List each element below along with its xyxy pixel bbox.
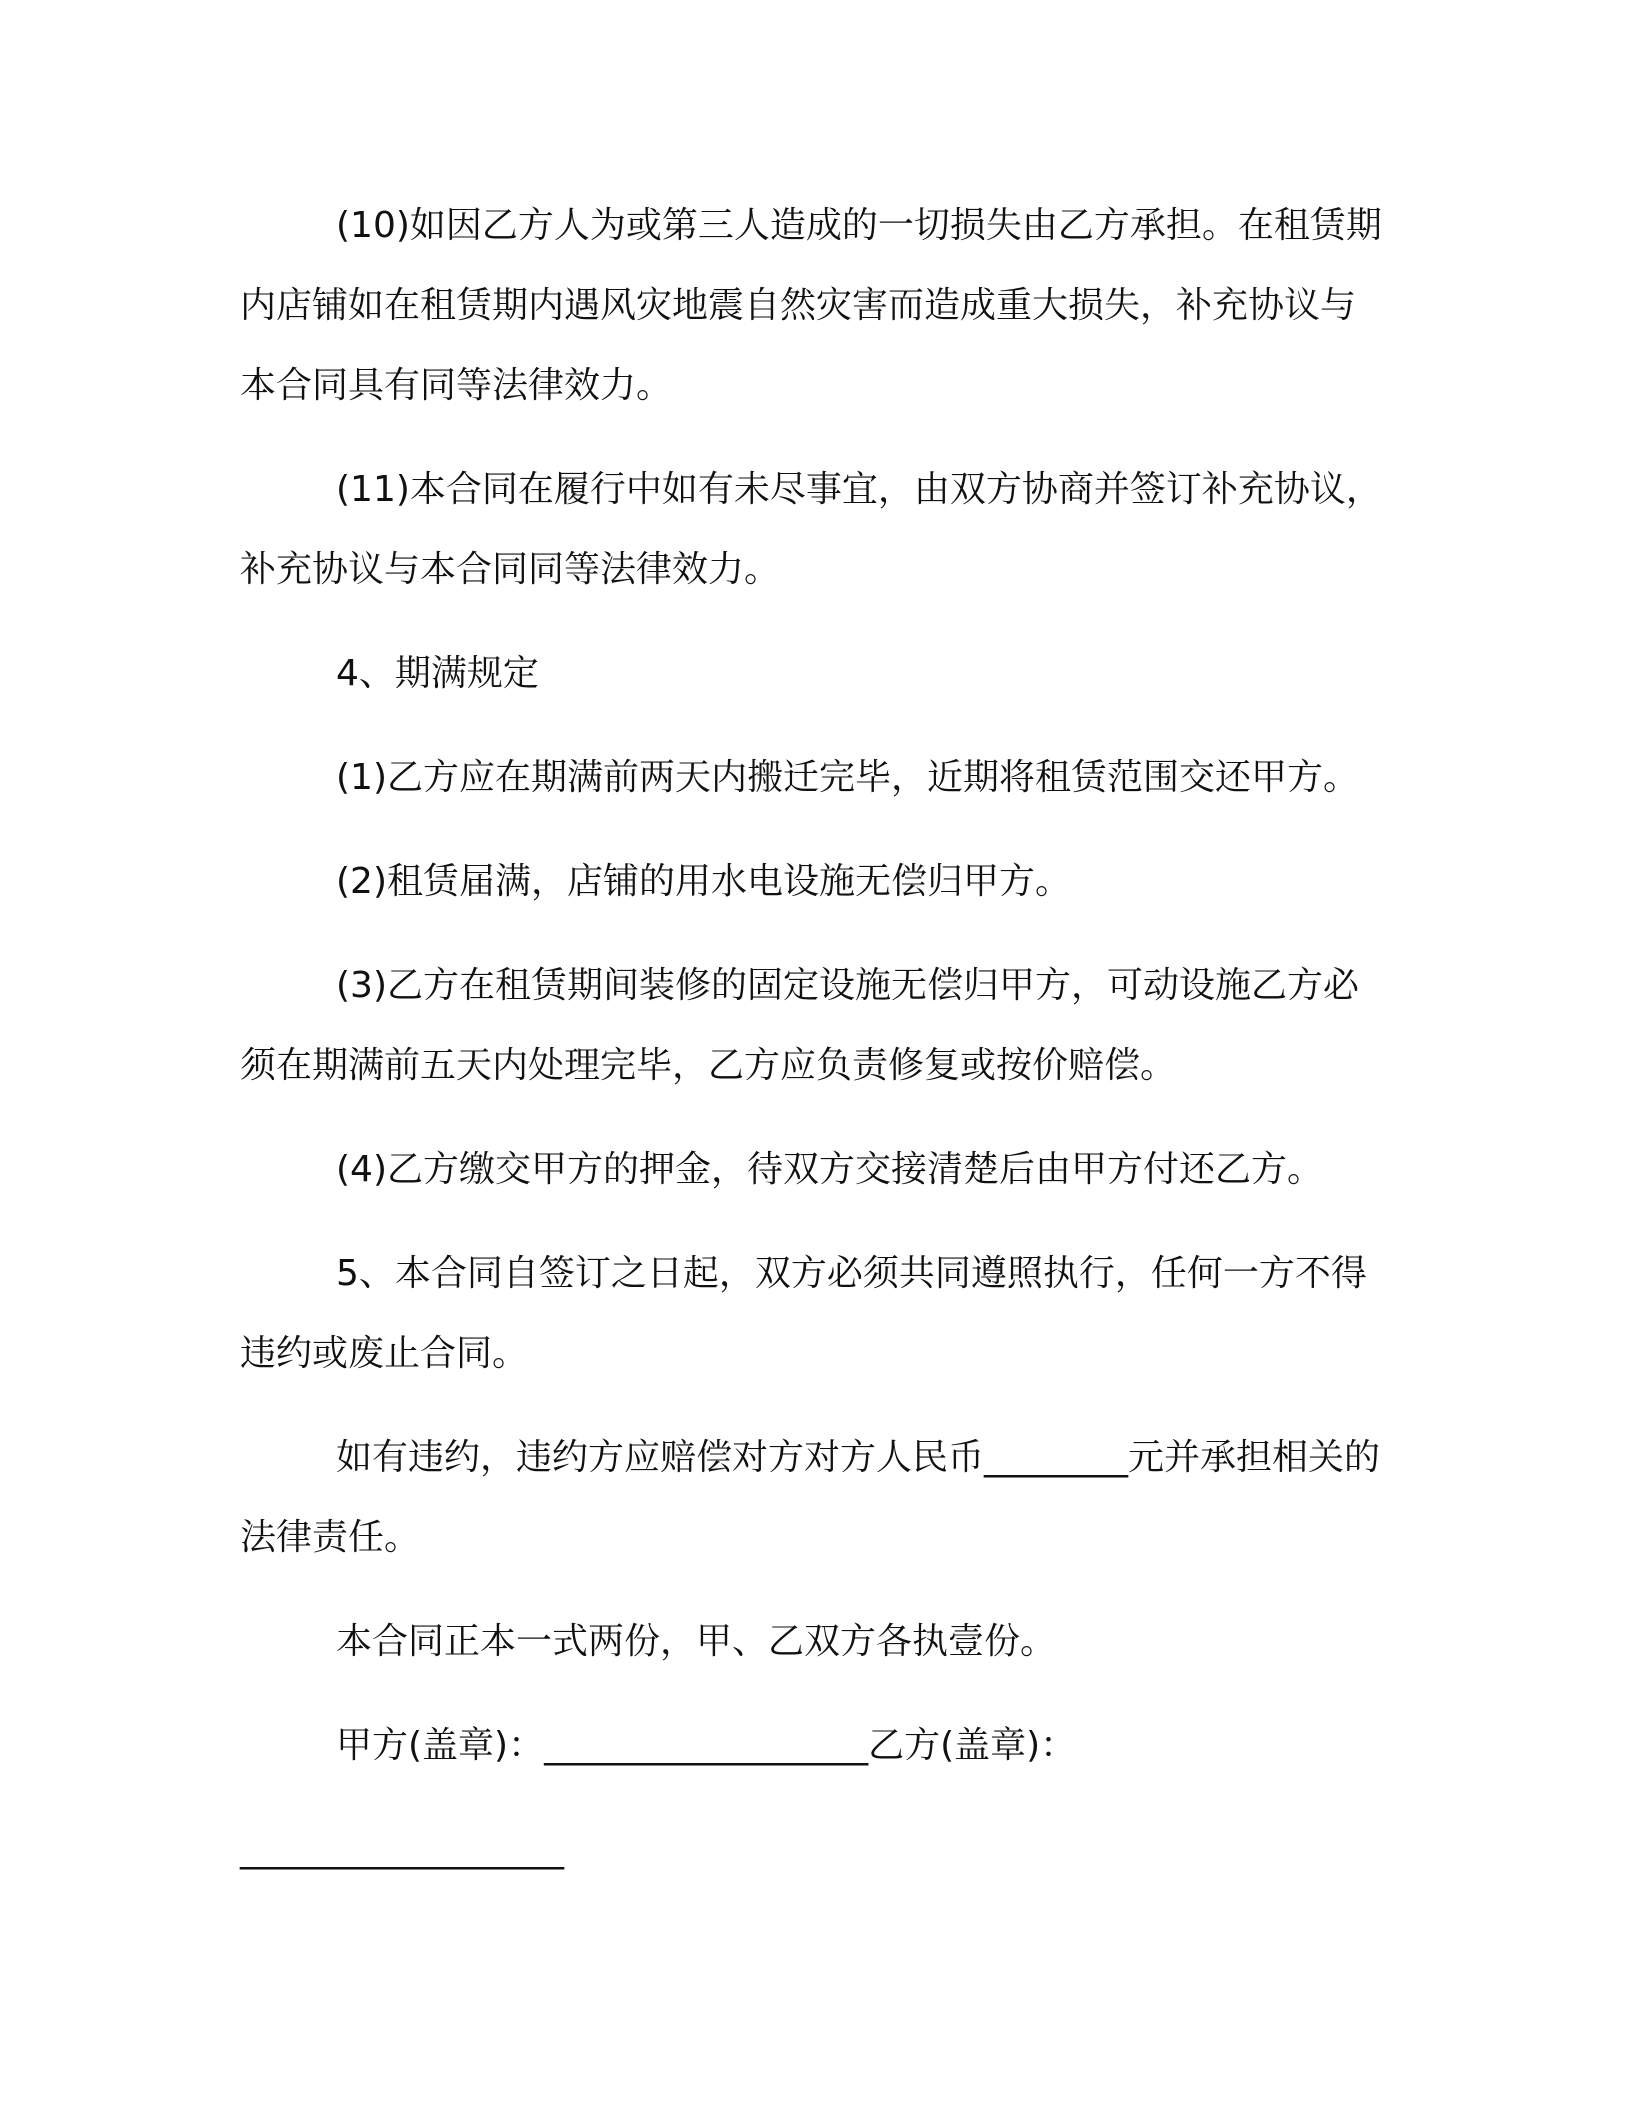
expiry-clause-4: (4)乙方缴交甲方的押金，待双方交接清楚后由甲方付还乙方。	[336, 1149, 1323, 1190]
clause-11: (11)本合同在履行中如有未尽事宜，由双方协商并签订补充协议，补充协议与本合同同等法律效力。	[240, 469, 1382, 590]
section-5: 5、本合同自签订之日起，双方必须共同遵照执行，任何一方不得违约或废止合同。	[240, 1253, 1367, 1374]
expiry-clause-3: (3)乙方在租赁期间装修的固定设施无偿归甲方，可动设施乙方必须在期满前五天内处理完毕，乙方应负责修复或按价赔偿。	[240, 965, 1359, 1086]
expiry-clause-2: (2)租赁届满，店铺的用水电设施无偿归甲方。	[336, 861, 1071, 902]
contract-text	[240, 186, 1390, 1890]
signature-blank-line: __________________	[240, 1829, 564, 1870]
clause-10: (10)如因乙方人为或第三人造成的一切损失由乙方承担。在租赁期内店铺如在租赁期内遇风灾地震自然灾害而造成重大损失，补充协议与本合同具有同等法律效力。	[240, 205, 1382, 406]
signature-line: 甲方(盖章)：__________________乙方(盖章)：	[336, 1725, 1077, 1766]
expiry-clause-1: (1)乙方应在期满前两天内搬迁完毕，近期将租赁范围交还甲方。	[336, 757, 1359, 798]
section-4-heading: 4、期满规定	[336, 653, 539, 694]
copies-clause: 本合同正本一式两份，甲、乙双方各执壹份。	[336, 1621, 1057, 1662]
breach-clause: 如有违约，违约方应赔偿对方对方人民币________元并承担相关的法律责任。	[240, 1437, 1381, 1558]
